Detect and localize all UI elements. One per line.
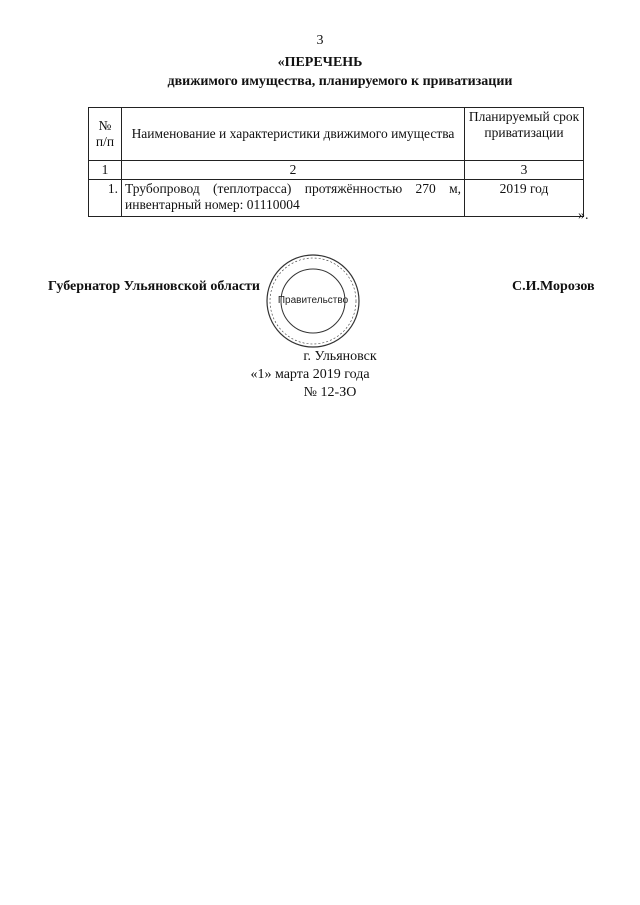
column-number: 1 bbox=[89, 161, 122, 180]
column-number: 3 bbox=[465, 161, 584, 180]
date: «1» марта 2019 года bbox=[250, 367, 370, 382]
header-term: Планируемый срок приватизации bbox=[465, 108, 584, 161]
header-name: Наименование и характеристики движимого имущества bbox=[122, 108, 465, 161]
svg-text:Правительство: Правительство bbox=[277, 295, 349, 306]
official-stamp bbox=[265, 253, 361, 349]
signatory-position: Губернатор Ульяновской области bbox=[48, 279, 260, 294]
closing-quote: ». bbox=[578, 208, 589, 223]
row-term: 2019 год bbox=[465, 180, 584, 217]
signatory-name: С.И.Морозов bbox=[512, 279, 595, 294]
column-number-row bbox=[89, 161, 584, 180]
law-number: № 12-ЗО bbox=[303, 385, 357, 400]
place: г. Ульяновск bbox=[303, 349, 377, 364]
table-row bbox=[89, 180, 584, 217]
property-table bbox=[88, 107, 584, 217]
row-number: 1. bbox=[89, 180, 122, 217]
table-header-row bbox=[89, 108, 584, 161]
header-number: № п/п bbox=[89, 108, 122, 161]
row-name: Трубопровод (теплотрасса) протяжённостью 270 м, инвентарный номер: 01110004 bbox=[122, 180, 465, 217]
page-number: 3 bbox=[316, 33, 324, 48]
document-subtitle: движимого имущества, планируемого к приватизации bbox=[167, 74, 513, 89]
document-title: «ПЕРЕЧЕНЬ bbox=[277, 55, 363, 70]
column-number: 2 bbox=[122, 161, 465, 180]
